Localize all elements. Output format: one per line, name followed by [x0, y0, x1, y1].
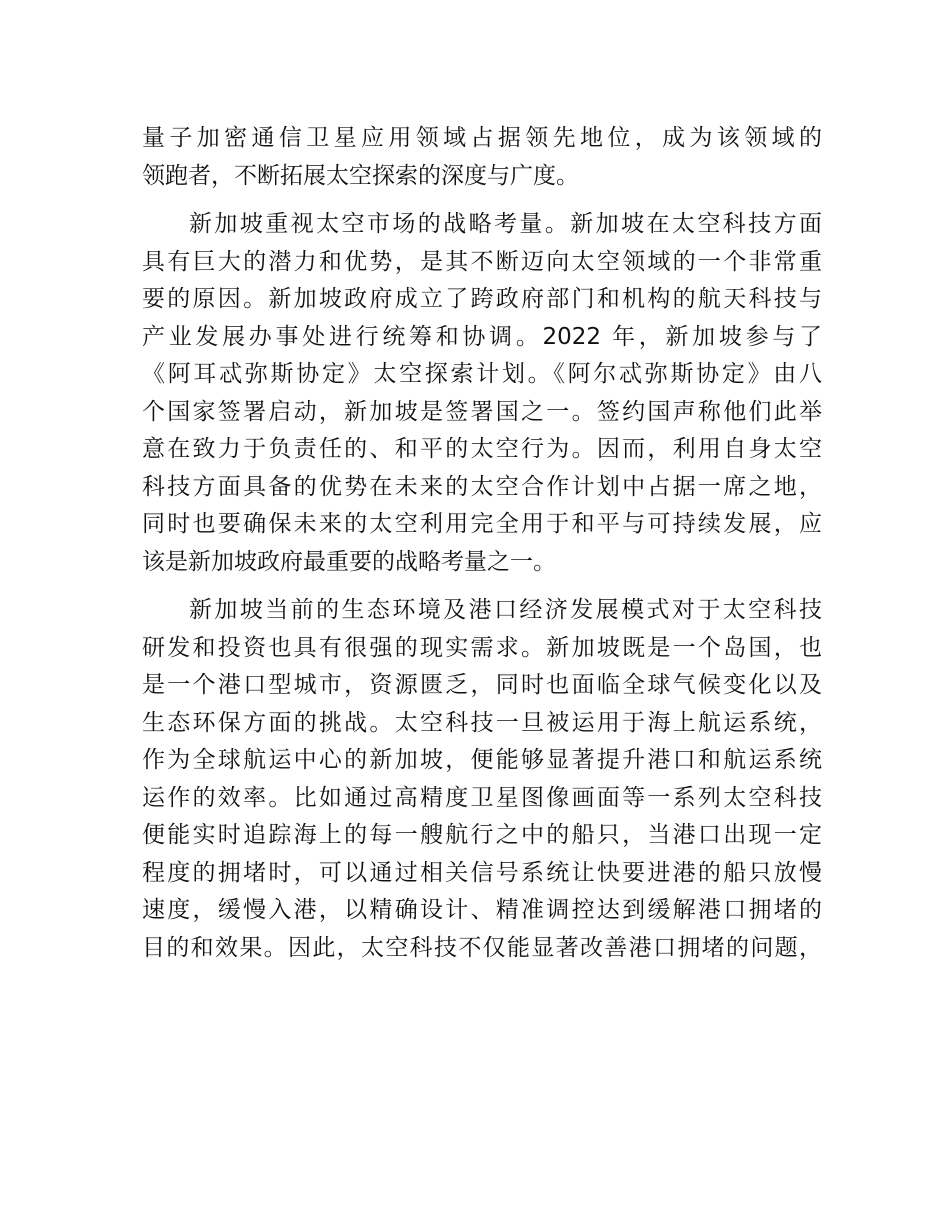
text-line: 目的和效果。因此，太空科技不仅能显著改善港口拥堵的问题，: [142, 934, 822, 961]
text-line: 量子加密通信卫星应用领域占据领先地位，成为该领域的: [142, 125, 822, 151]
text-line: 该是新加坡政府最重要的战略考量之一。: [142, 548, 556, 575]
paragraph-2: [142, 206, 822, 581]
text-line: 产业发展办事处进行统筹和协调。2022 年，新加坡参与了: [142, 323, 822, 350]
text-line: 意在致力于负责任的、和平的太空行为。因而，利用自身太空: [142, 436, 822, 462]
text-line: 要的原因。新加坡政府成立了跨政府部门和机构的航天科技与: [142, 286, 822, 312]
text-line: 速度，缓慢入港，以精确设计、精准调控达到缓解港口拥堵的: [142, 897, 822, 923]
text-line: 《阿耳忒弥斯协定》太空探索计划。《阿尔忒弥斯协定》由八: [142, 361, 822, 387]
text-line: 科技方面具备的优势在未来的太空合作计划中占据一席之地，: [142, 473, 822, 500]
paragraph-1: [142, 120, 822, 195]
body-text: [142, 120, 822, 978]
text-line: 新加坡重视太空市场的战略考量。新加坡在太空科技方面: [189, 211, 822, 237]
text-line: 是一个港口型城市，资源匮乏，同时也面临全球气候变化以及: [142, 672, 822, 698]
text-line: 研发和投资也具有很强的现实需求。新加坡既是一个岛国，也: [142, 634, 822, 661]
text-line: 生态环保方面的挑战。太空科技一旦被运用于海上航运系统，: [142, 709, 822, 736]
text-line: 领跑者，不断拓展太空探索的深度与广度。: [142, 162, 579, 189]
text-line: 具有巨大的潜力和优势，是其不断迈向太空领域的一个非常重: [142, 248, 822, 275]
text-line: 便能实时追踪海上的每一艘航行之中的船只，当港口出现一定: [142, 822, 822, 848]
text-line: 个国家签署启动，新加坡是签署国之一。签约国声称他们此举: [142, 398, 822, 425]
text-line: 运作的效率。比如通过高精度卫星图像画面等一系列太空科技: [142, 784, 822, 811]
text-line: 程度的拥堵时，可以通过相关信号系统让快要进港的船只放慢: [142, 859, 822, 886]
text-line: 同时也要确保未来的太空利用完全用于和平与可持续发展，应: [142, 511, 822, 537]
text-line: 作为全球航运中心的新加坡，便能够显著提升港口和航运系统: [142, 747, 822, 773]
text-line: 新加坡当前的生态环境及港口经济发展模式对于太空科技: [189, 597, 822, 623]
paragraph-3: [142, 592, 822, 967]
